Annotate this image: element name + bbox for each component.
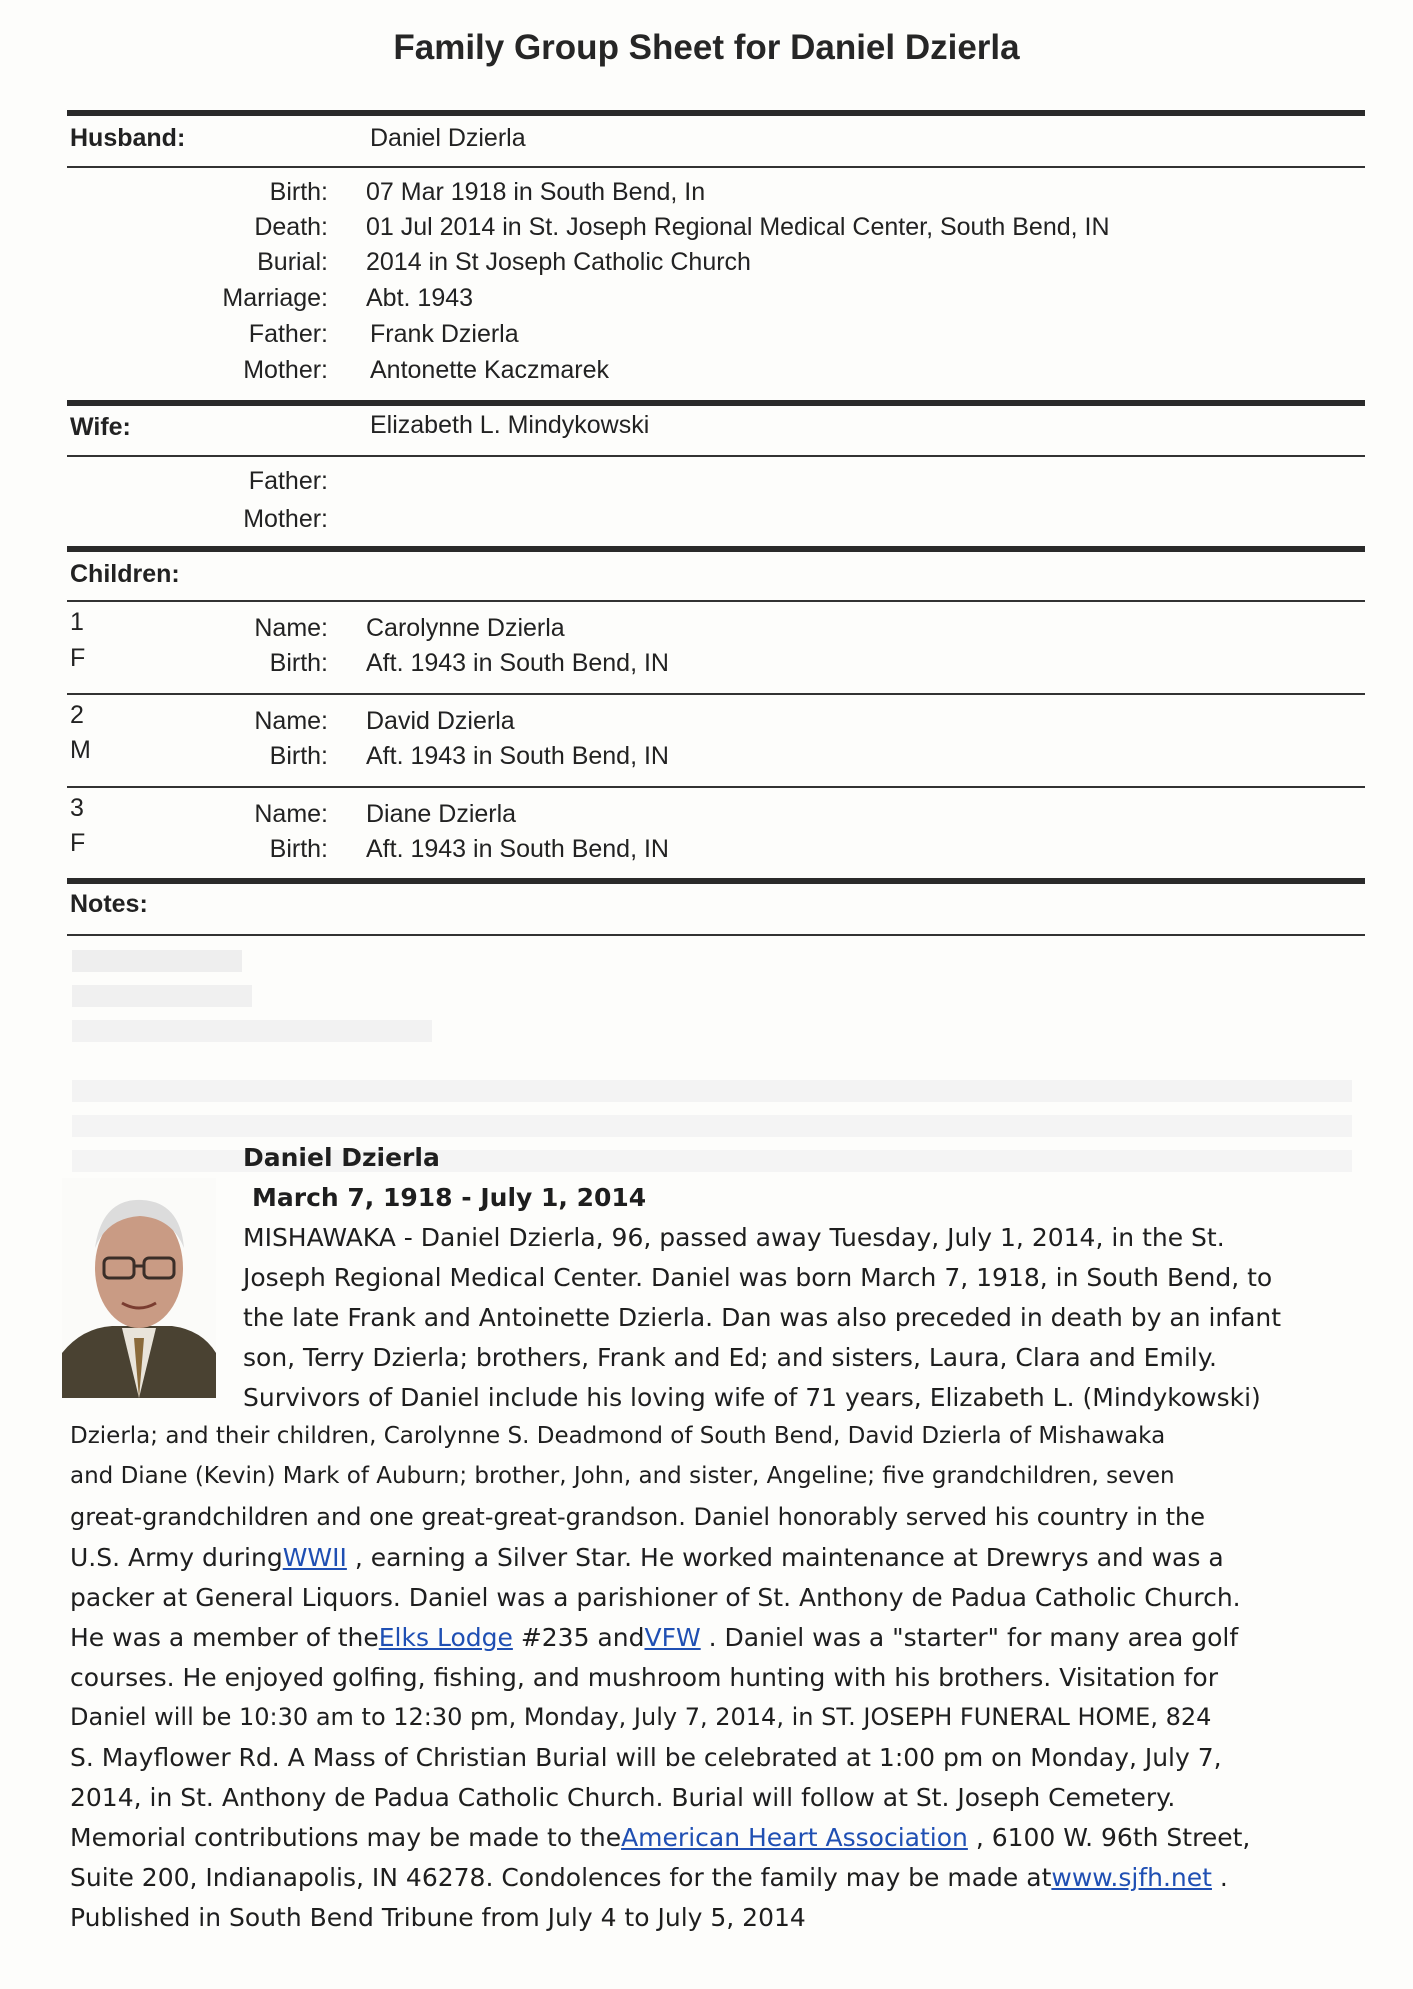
wwii-link[interactable]: WWII xyxy=(282,1543,347,1572)
obituary-line: the late Frank and Antoinette Dzierla. Dan was also preceded in death by an infant xyxy=(243,1303,1282,1332)
child-birth: Aft. 1943 in South Bend, IN xyxy=(366,649,669,677)
husband-marriage-value: Abt. 1943 xyxy=(366,284,474,312)
husband-birth-value: 07 Mar 1918 in South Bend, In xyxy=(366,178,706,206)
child-name: Diane Dzierla xyxy=(366,800,517,828)
children-section-label: Children: xyxy=(70,560,180,588)
rule-husband-name xyxy=(67,166,1365,168)
husband-death-label: Death: xyxy=(254,213,328,241)
obituary-line: Published in South Bend Tribune from July 4 to July 5, 2014 xyxy=(70,1903,806,1932)
child-name: David Dzierla xyxy=(366,707,515,735)
obituary-line: Dzierla; and their children, Carolynne S. Deadmond of South Bend, David Dzierla of Mishawaka xyxy=(70,1423,1166,1449)
obituary-line xyxy=(70,1863,1228,1892)
child-sex: F xyxy=(70,829,86,857)
wife-section-label: Wife: xyxy=(70,413,131,441)
rule-wife-name xyxy=(67,455,1365,457)
obituary-dates: March 7, 1918 - July 1, 2014 xyxy=(252,1183,647,1212)
obituary-line xyxy=(70,1823,1250,1852)
husband-section-label: Husband: xyxy=(70,124,186,152)
husband-marriage-label: Marriage: xyxy=(222,284,328,312)
vfw-link[interactable]: VFW xyxy=(644,1623,701,1652)
obituary-text: Suite 200, Indianapolis, IN 46278. Condolences for the family may be made at xyxy=(70,1863,1052,1892)
obituary-text: . Daniel was a "starter" for many area golf xyxy=(700,1623,1239,1652)
obituary-line: Survivors of Daniel include his loving wife of 71 years, Elizabeth L. (Mindykowski) xyxy=(243,1383,1261,1412)
husband-burial-value: 2014 in St Joseph Catholic Church xyxy=(366,248,751,276)
obituary-line: and Diane (Kevin) Mark of Auburn; brother, John, and sister, Angeline; five grandchildren, seven xyxy=(70,1463,1175,1489)
child-sex: F xyxy=(70,644,86,672)
obituary-line: courses. He enjoyed golfing, fishing, and mushroom hunting with his brothers. Visitation for xyxy=(70,1663,1218,1692)
rule-husband-top xyxy=(67,110,1365,116)
wife-name: Elizabeth L. Mindykowski xyxy=(370,411,650,439)
husband-mother-label: Mother: xyxy=(243,356,328,384)
rule-notes-top xyxy=(67,878,1365,884)
husband-name: Daniel Dzierla xyxy=(370,124,526,152)
obituary-line xyxy=(70,1623,1238,1652)
elks-lodge-link[interactable]: Elks Lodge xyxy=(378,1623,513,1652)
notes-section-label: Notes: xyxy=(70,890,148,918)
child-birth-label: Birth: xyxy=(269,649,328,677)
obituary-line: MISHAWAKA - Daniel Dzierla, 96, passed away Tuesday, July 1, 2014, in the St. xyxy=(243,1223,1225,1252)
husband-mother-value: Antonette Kaczmarek xyxy=(370,356,610,384)
obituary-line: son, Terry Dzierla; brothers, Frank and Ed; and sisters, Laura, Clara and Emily. xyxy=(243,1343,1217,1372)
obituary-line: 2014, in St. Anthony de Padua Catholic Church. Burial will follow at St. Joseph Cemetery. xyxy=(70,1783,1176,1812)
husband-father-value: Frank Dzierla xyxy=(370,320,519,348)
obituary-text: Memorial contributions may be made to the xyxy=(70,1823,622,1852)
rule-notes-header xyxy=(67,934,1365,936)
husband-death-value: 01 Jul 2014 in St. Joseph Regional Medical Center, South Bend, IN xyxy=(366,213,1110,241)
child-sex: M xyxy=(70,736,91,764)
rule-children-header xyxy=(67,600,1365,602)
obituary-text: #235 and xyxy=(512,1623,645,1652)
obituary-line: packer at General Liquors. Daniel was a parishioner of St. Anthony de Padua Catholic Church. xyxy=(70,1583,1241,1612)
obituary-text: . xyxy=(1211,1863,1228,1892)
page-title: Family Group Sheet for Daniel Dzierla xyxy=(393,28,1020,67)
rule-child-1 xyxy=(67,693,1365,695)
child-name-label: Name: xyxy=(254,614,328,642)
child-birth-label: Birth: xyxy=(269,835,328,863)
child-birth: Aft. 1943 in South Bend, IN xyxy=(366,742,669,770)
obituary-line xyxy=(70,1543,1224,1572)
sjfh-website-link[interactable]: www.sjfh.net xyxy=(1051,1863,1212,1892)
wife-mother-label: Mother: xyxy=(243,505,328,533)
child-name-label: Name: xyxy=(254,707,328,735)
obituary-text: He was a member of the xyxy=(70,1623,379,1652)
child-number: 1 xyxy=(70,608,84,636)
american-heart-association-link[interactable]: American Heart Association xyxy=(621,1823,968,1852)
obituary-text: U.S. Army during xyxy=(70,1543,283,1572)
obituary-line: S. Mayflower Rd. A Mass of Christian Burial will be celebrated at 1:00 pm on Monday, July 7, xyxy=(70,1743,1222,1772)
obituary-text: , 6100 W. 96th Street, xyxy=(967,1823,1251,1852)
child-number: 2 xyxy=(70,701,84,729)
rule-wife-top xyxy=(67,400,1365,406)
husband-father-label: Father: xyxy=(248,320,328,348)
husband-burial-label: Burial: xyxy=(257,248,328,276)
portrait-photo xyxy=(62,1178,216,1398)
child-name-label: Name: xyxy=(254,800,328,828)
child-name: Carolynne Dzierla xyxy=(366,614,565,642)
obituary-text: , earning a Silver Star. He worked maintenance at Drewrys and was a xyxy=(346,1543,1224,1572)
husband-birth-label: Birth: xyxy=(269,178,328,206)
obituary-line: Joseph Regional Medical Center. Daniel was born March 7, 1918, in South Bend, to xyxy=(243,1263,1273,1292)
wife-father-label: Father: xyxy=(248,467,328,495)
obituary-line: Daniel will be 10:30 am to 12:30 pm, Monday, July 7, 2014, in ST. JOSEPH FUNERAL HOME, 824 xyxy=(70,1703,1212,1731)
obituary-line: great-grandchildren and one great-great-grandson. Daniel honorably served his country in the xyxy=(70,1503,1206,1531)
rule-children-top xyxy=(67,546,1365,552)
obituary-name: Daniel Dzierla xyxy=(243,1143,440,1172)
child-birth-label: Birth: xyxy=(269,742,328,770)
child-birth: Aft. 1943 in South Bend, IN xyxy=(366,835,669,863)
child-number: 3 xyxy=(70,794,84,822)
rule-child-2 xyxy=(67,786,1365,788)
